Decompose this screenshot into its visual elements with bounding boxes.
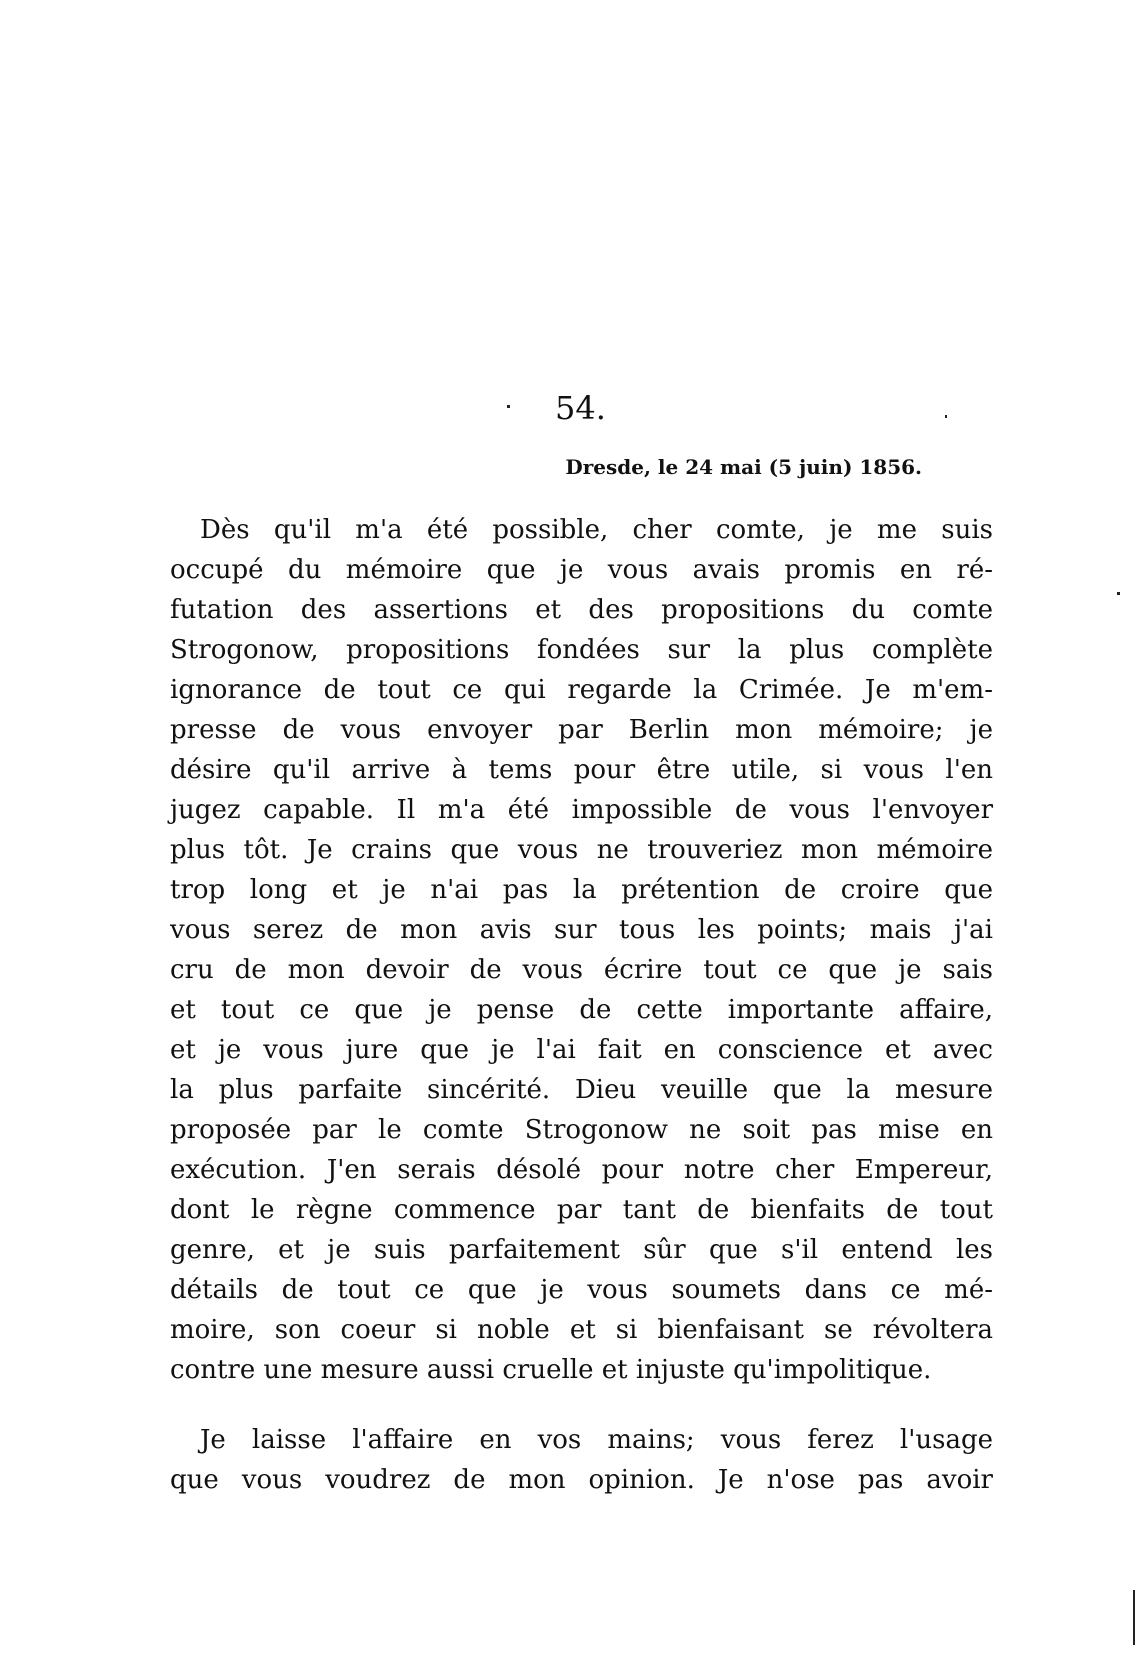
text-line: presse de vous envoyer par Berlin mon mémoire; je — [170, 715, 993, 745]
text-line: contre une mesure aussi cruelle et injuste qu'impolitique. — [170, 1355, 932, 1385]
text-line: que vous voudrez de mon opinion. Je n'ose pas avoir — [170, 1465, 993, 1495]
text-line: dont le règne commence par tant de bienfaits de tout — [170, 1195, 993, 1225]
print-speck — [1133, 1590, 1135, 1645]
text-line: trop long et je n'ai pas la prétention de croire que — [170, 875, 993, 905]
text-line: Dès qu'il m'a été possible, cher comte, je me suis — [200, 515, 993, 545]
text-line: occupé du mémoire que je vous avais promis en ré- — [170, 555, 993, 585]
text-line: Strogonow, propositions fondées sur la plus complète — [170, 635, 993, 665]
letter-number: 54. — [555, 389, 606, 427]
text-line: genre, et je suis parfaitement sûr que s'il entend les — [170, 1235, 993, 1265]
text-line: futation des assertions et des propositions du comte — [170, 595, 993, 625]
text-line: vous serez de mon avis sur tous les points; mais j'ai — [170, 915, 993, 945]
text-line: la plus parfaite sincérité. Dieu veuille que la mesure — [170, 1075, 993, 1105]
text-line: détails de tout ce que je vous soumets dans ce mé- — [170, 1275, 993, 1305]
print-speck — [945, 415, 947, 418]
text-line: et je vous jure que je l'ai fait en conscience et avec — [170, 1035, 993, 1065]
paragraph-2 — [170, 1420, 993, 1500]
print-speck — [1117, 592, 1120, 595]
print-speck — [507, 405, 510, 408]
paragraph-1 — [170, 510, 993, 1390]
text-line: exécution. J'en serais désolé pour notre cher Empereur, — [170, 1155, 993, 1185]
text-line: désire qu'il arrive à tems pour être utile, si vous l'en — [170, 755, 993, 785]
letter-dateline: Dresde, le 24 mai (5 juin) 1856. — [565, 455, 922, 479]
text-line: Je laisse l'affaire en vos mains; vous ferez l'usage — [200, 1425, 993, 1455]
text-line: ignorance de tout ce qui regarde la Crimée. Je m'em- — [170, 675, 993, 705]
text-line: et tout ce que je pense de cette importante affaire, — [170, 995, 993, 1025]
text-line: cru de mon devoir de vous écrire tout ce que je sais — [170, 955, 993, 985]
text-line: moire, son coeur si noble et si bienfaisant se révoltera — [170, 1315, 993, 1345]
text-line: jugez capable. Il m'a été impossible de vous l'envoyer — [170, 795, 993, 825]
text-line: proposée par le comte Strogonow ne soit pas mise en — [170, 1115, 993, 1145]
text-line: plus tôt. Je crains que vous ne trouveriez mon mémoire — [170, 835, 993, 865]
